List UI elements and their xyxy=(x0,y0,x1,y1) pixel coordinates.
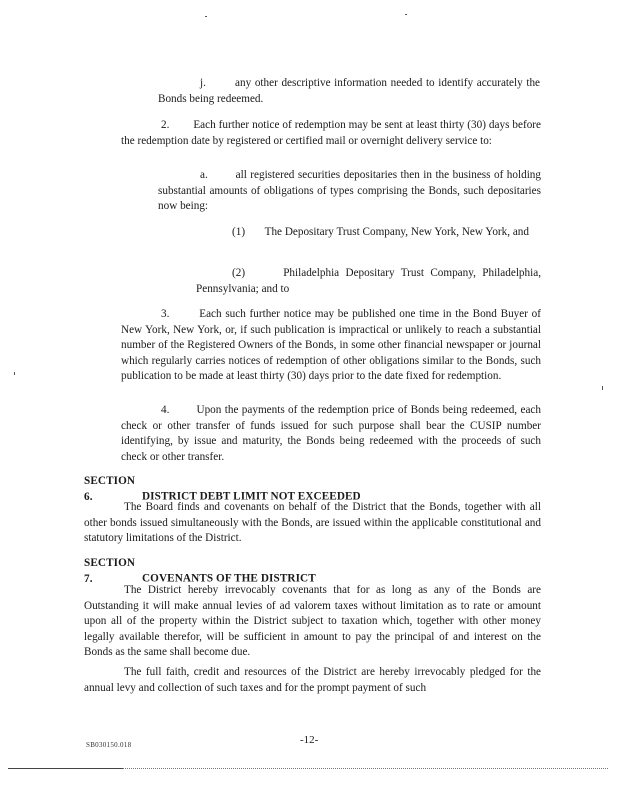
section-7-number: SECTION 7. xyxy=(84,557,136,585)
paragraph-item-1: (1) The Depositary Trust Company, New York, New York, and xyxy=(232,226,529,238)
scan-speck xyxy=(602,386,603,390)
section-7-title: COVENANTS OF THE DISTRICT xyxy=(142,572,316,585)
scan-speck xyxy=(14,372,15,375)
section-6-body: The Board finds and covenants on behalf of the District that the Bonds, together with all other bonds issued simultaneously with the Bonds, are issued within the applicable constitutional and statutory limitations of the District. xyxy=(84,501,541,545)
section-6-title: DISTRICT DEBT LIMIT NOT EXCEEDED xyxy=(142,490,361,503)
paragraph-item-j: j. any other descriptive information needed to identify accurately the Bonds being redeemed. xyxy=(158,77,540,105)
paragraph-4: 4. Upon the payments of the redemption price of Bonds being redeemed, each check or other transfer of funds issued for such purpose shall bear the CUSIP number identifying, by issue and maturity, the Bonds being redeemed with the proceeds of such check or other transfer. xyxy=(121,404,541,463)
section-6-number: SECTION 6. xyxy=(84,475,136,503)
paragraph-item-2: (2) Philadelphia Depositary Trust Company, Philadelphia, Pennsylvania; and to xyxy=(196,267,541,295)
section-7-body-2: The full faith, credit and resources of the District are hereby irrevocably pledged for the annual levy and collection of such taxes and for the prompt payment of such xyxy=(84,666,541,694)
page-number: -12- xyxy=(300,734,319,746)
scan-speck xyxy=(205,16,207,17)
footer-rule-solid xyxy=(8,768,123,769)
section-7-body-1: The District hereby irrevocably covenants that for as long as any of the Bonds are Outstanding it will make annual levies of ad valorem taxes without limitation as to rate or amount upon all of the property within the District subject to taxation which, together with other money legally available therefor, will be sufficient in amount to pay the principal of and interest on the Bonds as the same shall become due. xyxy=(84,584,541,659)
paragraph-2: 2. Each further notice of redemption may be sent at least thirty (30) days before the redemption date by registered or certified mail or overnight delivery service to: xyxy=(121,119,541,147)
document-code: SB030150.018 xyxy=(86,741,132,749)
paragraph-3: 3. Each such further notice may be published one time in the Bond Buyer of New York, New York, or, if such publication is impractical or unlikely to reach a substantial number of the Registered Owners of the Bonds, in some other financial newspaper or journal which regularly carries notices of redemption of other obligations similar to the Bonds, such publication to be made at least thirty (30) days prior to the date fixed for redemption. xyxy=(121,308,541,383)
scan-speck xyxy=(405,14,407,15)
paragraph-item-a: a. all registered securities depositaries then in the business of holding substantial amounts of obligations of types comprising the Bonds, such depositaries now being: xyxy=(158,169,541,213)
